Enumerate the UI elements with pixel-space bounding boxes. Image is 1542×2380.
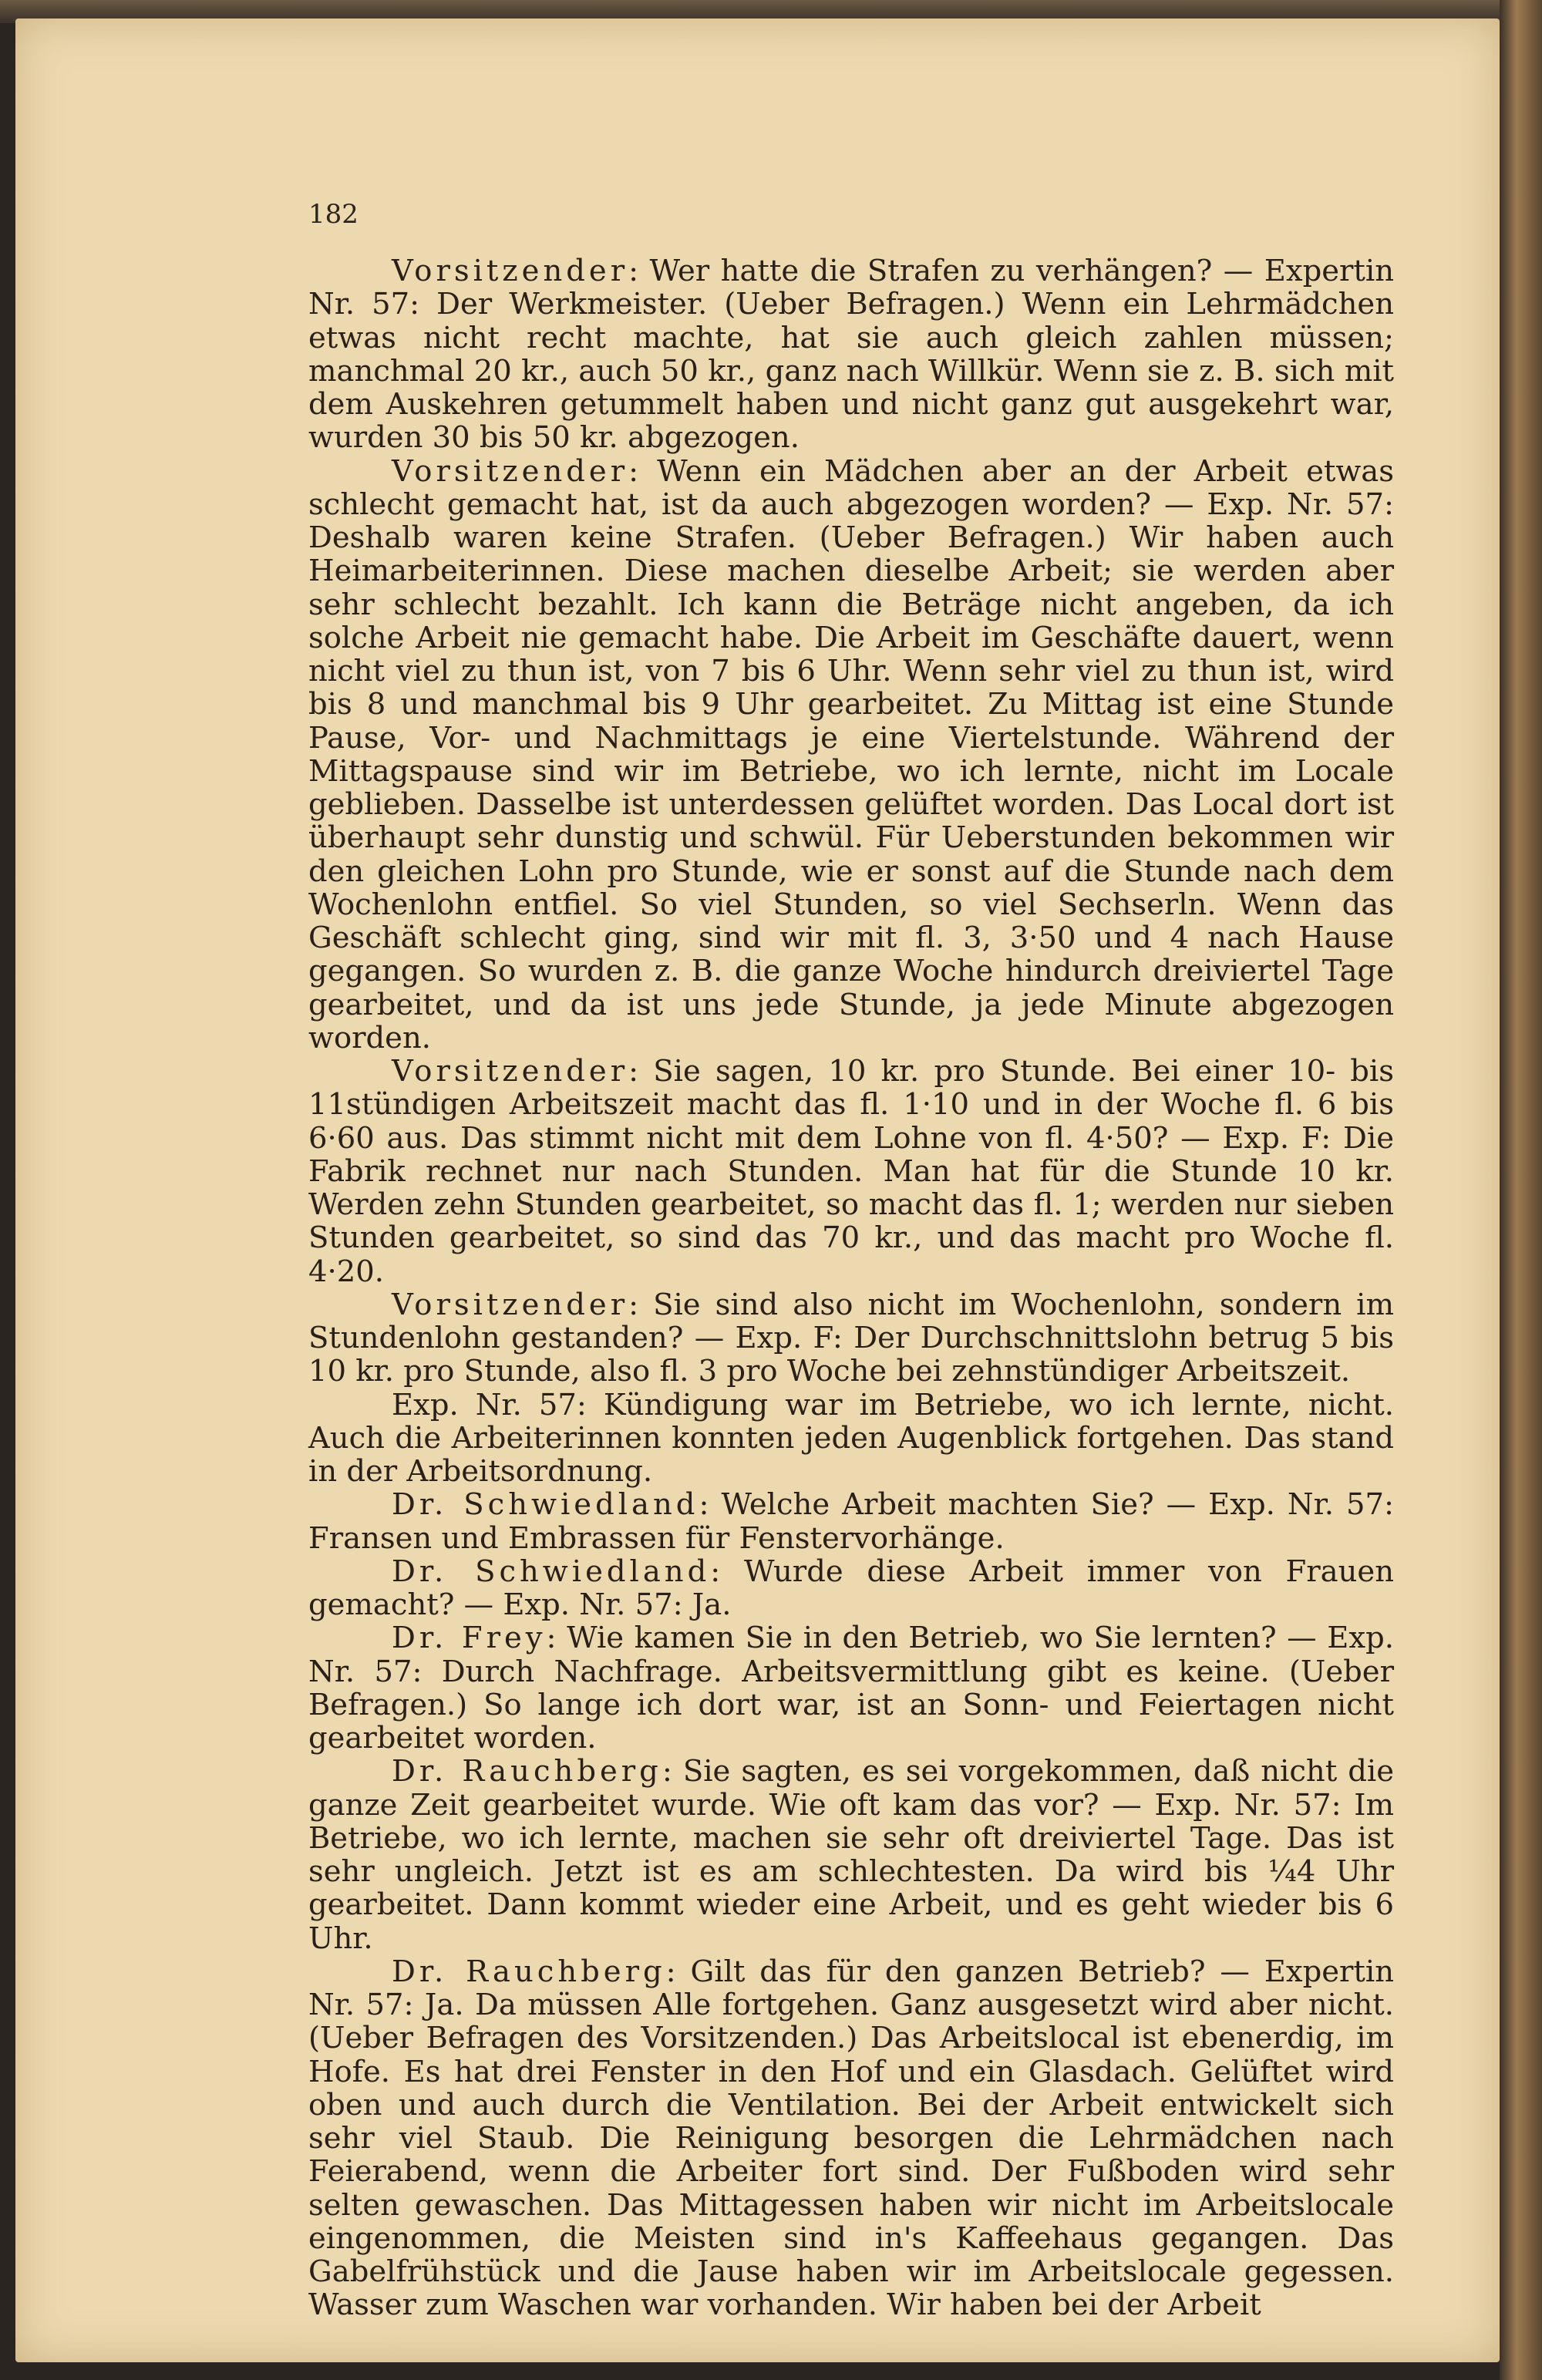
paragraph [308,1955,1394,2322]
paragraph-text: : Gilt das für den ganzen Betrieb? — Expertin Nr. 57: Ja. Da müssen Alle fortgehen. Ganz ausgesetzt wird aber nicht. (Ueber Befragen des Vorsitzenden.) Das Arbeitslocal ist ebenerdig, im Hofe. Es hat drei Fenster in den Hof und ein Glasdach. Gelüftet wird oben und auch durch die Ventilation. Bei der Arbeit entwickelt sich sehr viel Staub. Die Reinigung besorgen die Lehrmädchen nach Feierabend, wenn die Arbeiter fort sind. Der Fußboden wird sehr selten gewaschen. Das Mittagessen haben wir nicht im Arbeitslocale eingenommen, die Meisten sind in's Kaffeehaus gegangen. Das Gabelfrühstück und die Jause haben wir im Arbeitslocale gegessen. Wasser zum Waschen war vorhanden. Wir haben bei der Arbeit [308,1954,1394,2323]
paragraph [308,1755,1394,1955]
speaker-name: Vorsitzender [392,1287,629,1322]
page-text [308,254,1394,2322]
paragraph-text: : Sie sagten, es sei vorgekommen, daß nicht die ganze Zeit gearbeitet wurde. Wie oft kam das vor? — Exp. Nr. 57: Im Betriebe, wo ich lernte, machen sie sehr oft dreiviertel Tage. Das ist sehr ungleich. Jetzt ist es am schlechtesten. Da wird bis ¼4 Uhr gearbeitet. Dann kommt wieder eine Arbeit, und es geht wieder bis 6 Uhr. [308,1754,1394,1956]
speaker-name: Dr. Rauchberg [392,1754,662,1789]
paragraph-text: : Wer hatte die Strafen zu verhängen? — Expertin Nr. 57: Der Werkmeister. (Ueber Befragen.) Wenn ein Lehrmädchen etwas nicht recht machte, hat sie auch gleich zahlen müssen; manchmal 20 kr., auch 50 kr., ganz nach Willkür. Wenn sie z. B. sich mit dem Auskehren getummelt haben und nicht ganz gut ausgekehrt war, wurden 30 bis 50 kr. abgezogen. [308,254,1394,456]
paragraph-text: : Wenn ein Mädchen aber an der Arbeit etwas schlecht gemacht hat, ist da auch abgezogen worden? — Exp. Nr. 57: Deshalb waren keine Strafen. (Ueber Befragen.) Wir haben auch Heimarbeiterinnen. Diese machen dieselbe Arbeit; sie werden aber sehr schlecht bezahlt. Ich kann die Beträge nicht angeben, da ich solche Arbeit nie gemacht habe. Die Arbeit im Geschäfte dauert, wenn nicht viel zu thun ist, von 7 bis 6 Uhr. Wenn sehr viel zu thun ist, wird bis 8 und manchmal bis 9 Uhr gearbeitet. Zu Mittag ist eine Stunde Pause, Vor- und Nachmittags je eine Viertelstunde. Während der Mittagspause sind wir im Betriebe, wo ich lernte, nicht im Locale geblieben. Dasselbe ist unterdessen gelüftet worden. Das Local dort ist überhaupt sehr dunstig und schwül. Für Ueberstunden bekommen wir den gleichen Lohn pro Stunde, wie er sonst auf die Stunde nach dem Wochenlohn entfiel. So viel Stunden, so viel Sechserln. Wenn das Geschäft schlecht ging, sind wir mit fl. 3, 3·50 und 4 nach Hause gegangen. So wurden z. B. die ganze Woche hindurch dreiviertel Tage gearbeitet, und da ist uns jede Stunde, ja jede Minute abgezogen worden. [308,453,1394,1055]
paragraph [308,254,1394,455]
book-right-edge [1500,0,1542,2380]
speaker-name: Vorsitzender [392,453,629,489]
speaker-name: Dr. Frey [392,1621,547,1656]
paragraph-text: Exp. Nr. 57: Kündigung war im Betriebe, wo ich lernte, nicht. Auch die Arbeiterinnen konnten jeden Augenblick fortgehen. Das stand in der Arbeitsordnung. [308,1387,1394,1489]
speaker-name: Dr. Schwiedland [392,1487,699,1523]
speaker-name: Vorsitzender [392,254,629,288]
speaker-name: Dr. Schwiedland [392,1554,711,1589]
paragraph [308,1288,1394,1389]
paragraph-text: : Sie sind also nicht im Wochenlohn, sondern im Stundenlohn gestanden? — Exp. F: Der Durchschnittslohn betrug 5 bis 10 kr. pro Stunde, also fl. 3 pro Woche bei zehnstündiger Arbeitszeit. [308,1287,1394,1389]
paragraph [308,1488,1394,1555]
paragraph [308,1389,1394,1489]
paragraph [308,1621,1394,1755]
paragraph-text: : Sie sagen, 10 kr. pro Stunde. Bei einer 10- bis 11stündigen Arbeitszeit macht das fl. 1·10 und in der Woche fl. 6 bis 6·60 aus. Das stimmt nicht mit dem Lohne von fl. 4·50? — Exp. F: Die Fabrik rechnet nur nach Stunden. Man hat für die Stunde 10 kr. Werden zehn Stunden gearbeitet, so macht das fl. 1; werden nur sieben Stunden gearbeitet, so sind das 70 kr., und das macht pro Woche fl. 4·20. [308,1054,1394,1289]
speaker-name: Vorsitzender [392,1054,629,1089]
speaker-name: Dr. Rauchberg [392,1954,666,1989]
paragraph-text: : Wie kamen Sie in den Betrieb, wo Sie lernten? — Exp. Nr. 57: Durch Nachfrage. Arbeitsvermittlung gibt es keine. (Ueber Befragen.) So lange ich dort war, ist an Sonn- und Feiertagen nicht gearbeitet worden. [308,1621,1394,1756]
paragraph-text: : Welche Arbeit machten Sie? — Exp. Nr. 57: Fransen und Embrassen für Fenstervorhänge. [308,1487,1394,1556]
paragraph [308,1555,1394,1622]
paragraph [308,455,1394,1055]
paragraph-text: : Wurde diese Arbeit immer von Frauen gemacht? — Exp. Nr. 57: Ja. [308,1554,1394,1622]
page-number: 182 [308,199,359,230]
paragraph [308,1055,1394,1288]
